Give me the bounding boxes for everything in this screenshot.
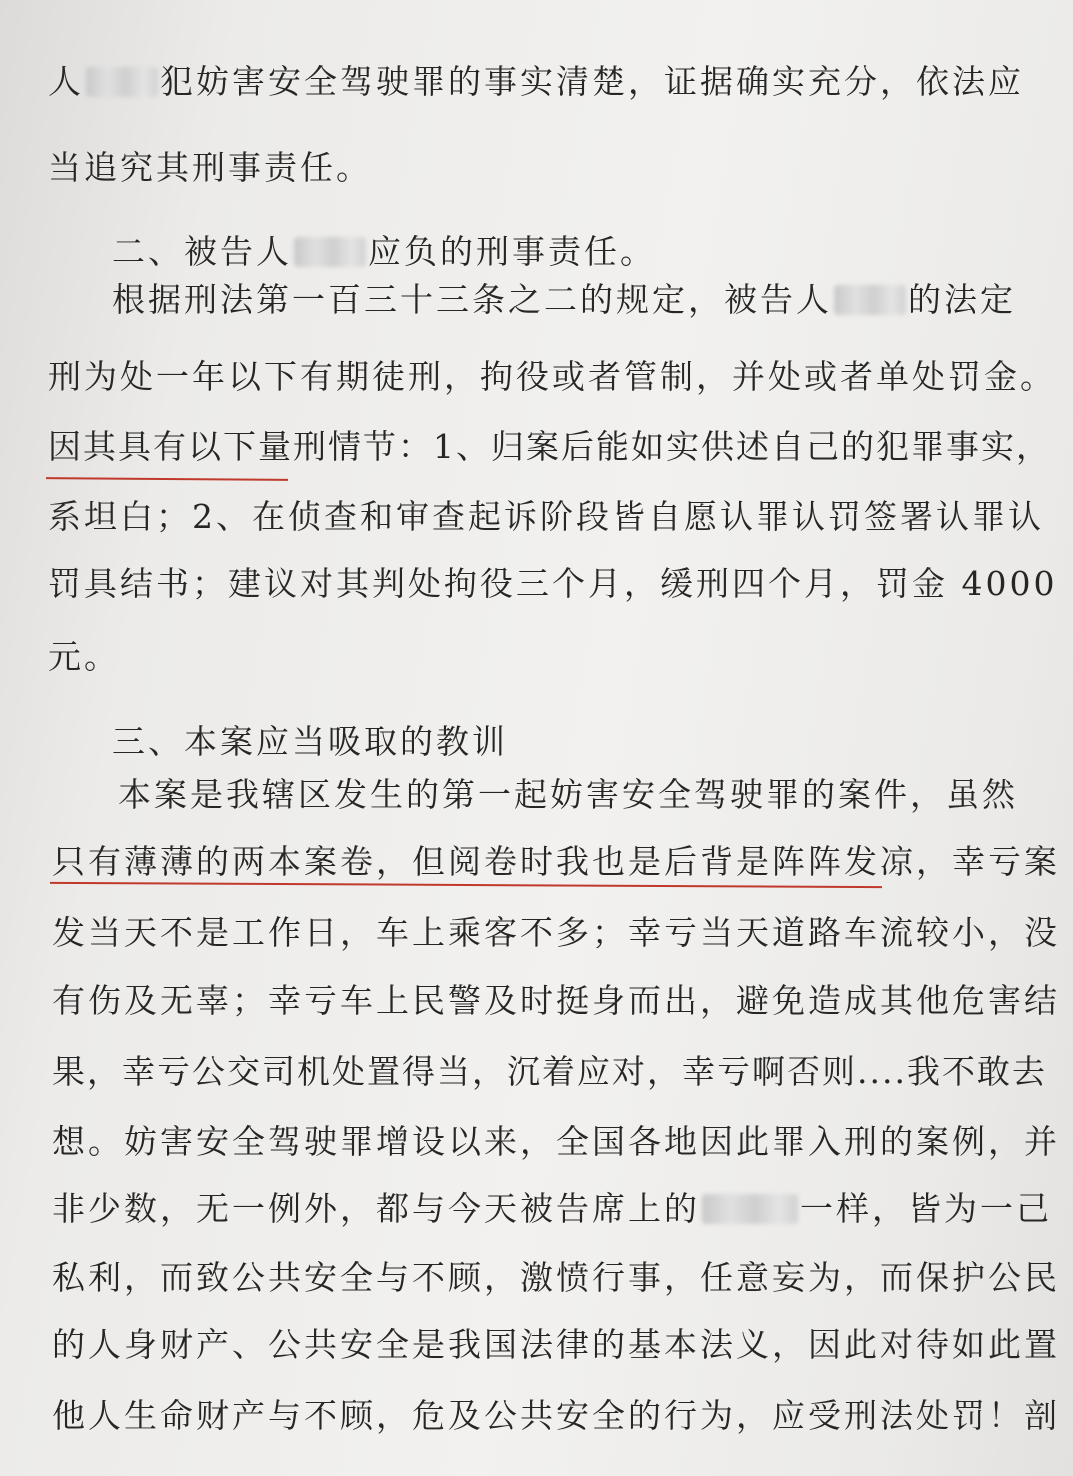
text-line (48, 427, 1051, 467)
line-text: 根据刑法第一百三十三条之二的规定，被告人 (112, 280, 832, 319)
line-text: 当追究其刑事责任。 (48, 148, 372, 187)
line-text: 三、本案应当吸取的教训 (112, 722, 508, 761)
text-line (52, 1189, 1052, 1229)
text-line (52, 981, 1060, 1021)
redacted-name (294, 237, 366, 267)
section-heading (112, 722, 508, 762)
line-text: 有伤及无辜；幸亏车上民警及时挺身而出，避免造成其他危害结 (52, 981, 1060, 1020)
line-text: 发当天不是工作日，车上乘客不多；幸亏当天道路车流较小，没 (52, 913, 1060, 952)
text-line (52, 1325, 1060, 1365)
line-text: 人 (48, 62, 84, 101)
line-text: 只有薄薄的两本案卷，但阅卷时我也是后背是阵阵发凉，幸亏案 (52, 842, 1060, 881)
text-line (48, 637, 120, 677)
red-underline (46, 477, 288, 481)
red-underline (50, 882, 882, 888)
text-line (48, 357, 1056, 397)
text-line (118, 775, 1018, 815)
line-text: 罚具结书；建议对其判处拘役三个月，缓刑四个月，罚金 4000 (48, 564, 1058, 603)
text-line (52, 1052, 1047, 1092)
text-line (48, 497, 1044, 537)
text-line (48, 148, 372, 188)
line-text: 元。 (48, 637, 120, 676)
line-text: 二、被告人 (112, 232, 292, 271)
text-line (52, 1396, 1060, 1436)
line-text: 犯妨害安全驾驶罪的事实清楚，证据确实充分，依法应 (160, 62, 1024, 101)
line-text: 本案是我辖区发生的第一起妨害安全驾驶罪的案件，虽然 (118, 775, 1018, 814)
section-heading (112, 232, 656, 272)
text-line (52, 913, 1060, 953)
line-text: 一样，皆为一己 (800, 1189, 1052, 1228)
line-text: 的人身财产、公共安全是我国法律的基本法义，因此对待如此置 (52, 1325, 1060, 1364)
line-text: 想。妨害安全驾驶罪增设以来，全国各地因此罪入刑的案例，并 (52, 1122, 1060, 1161)
line-text: 的法定 (908, 280, 1016, 319)
redacted-name (702, 1194, 798, 1224)
text-line (48, 564, 1057, 604)
redacted-name (834, 285, 906, 315)
line-text: 私利，而致公共安全与不顾，激愤行事，任意妄为，而保护公民 (52, 1258, 1060, 1297)
line-text: 系坦白；2、在侦查和审查起诉阶段皆自愿认罪认罚签署认罪认 (48, 497, 1044, 536)
text-line (48, 62, 1024, 102)
line-text: 他人生命财产与不顾，危及公共安全的行为，应受刑法处罚！剖 (52, 1396, 1060, 1435)
line-text: 刑为处一年以下有期徒刑，拘役或者管制，并处或者单处罚金。 (48, 357, 1056, 396)
text-line (112, 280, 1016, 320)
text-line (52, 1122, 1060, 1162)
text-line (52, 842, 1060, 882)
line-text: 因其具有以下量刑情节：1、归案后能如实供述自己的犯罪事实， (48, 427, 1051, 466)
line-text: 果，幸亏公交司机处置得当，沉着应对，幸亏啊否则....我不敢去 (52, 1052, 1047, 1091)
text-line (52, 1258, 1060, 1298)
redacted-name (86, 67, 158, 97)
line-text: 应负的刑事责任。 (368, 232, 656, 271)
line-text: 非少数，无一例外，都与今天被告席上的 (52, 1189, 700, 1228)
